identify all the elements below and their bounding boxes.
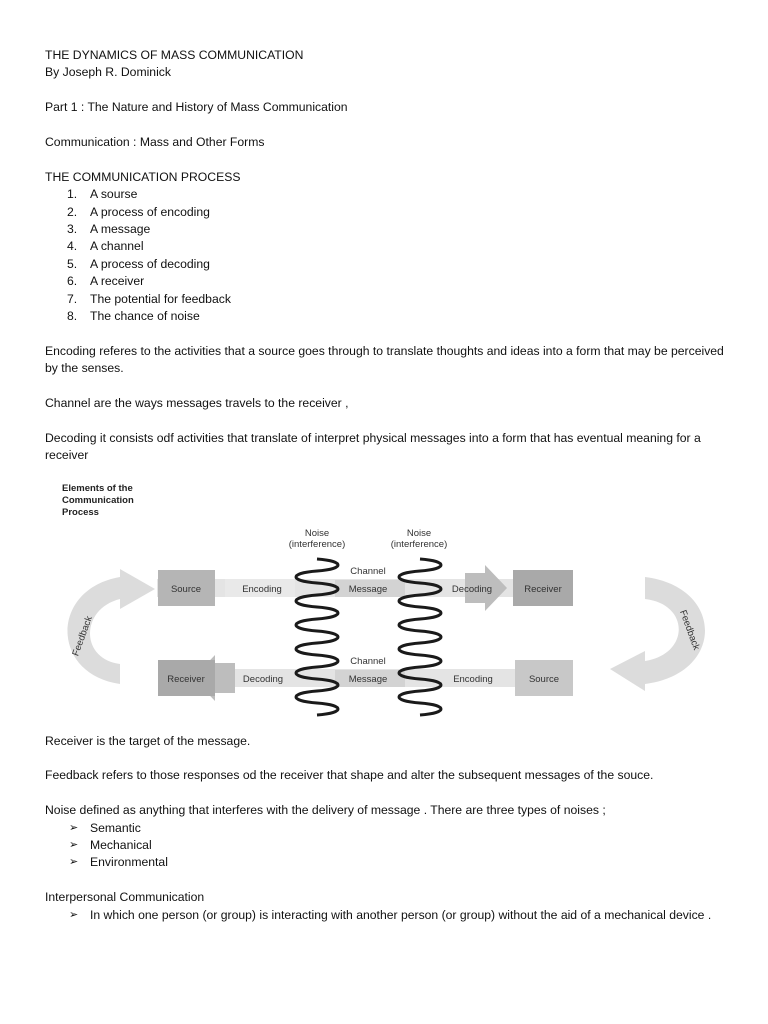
bottom-encoding-label: Encoding	[453, 673, 493, 685]
process-heading: THE COMMUNICATION PROCESS	[45, 169, 241, 184]
communication-process-diagram	[45, 479, 735, 719]
list-item: 8. The chance of noise	[67, 309, 200, 324]
decoding-definition: Decoding it consists odf activities that translate of interpret physical messages into a form that has eventual meaning for a receiver	[45, 430, 701, 463]
noise-label-left: Noise	[304, 527, 330, 539]
interpersonal-heading: Interpersonal Communication	[45, 890, 205, 905]
interpersonal-list	[45, 907, 735, 924]
list-item: 3. A message	[67, 222, 151, 237]
list-item: ➢ Environmental	[45, 854, 735, 871]
noise-sub-right: (interference)	[390, 538, 448, 550]
noise-label-right: Noise	[406, 527, 432, 539]
noise-intro: Noise defined as anything that interferes with the delivery of message . There are three types of noises ;	[45, 803, 606, 818]
receiver-definition: Receiver is the target of the message.	[45, 733, 251, 748]
process-list	[45, 186, 735, 325]
arrow-bullet-icon: ➢	[69, 821, 79, 834]
list-item: 4. A channel	[67, 239, 144, 254]
top-message-label: Message	[348, 583, 388, 595]
noise-sub-left: (interference)	[288, 538, 346, 550]
section-heading: Communication : Mass and Other Forms	[45, 135, 265, 149]
list-item: 6. A receiver	[67, 274, 145, 289]
bottom-receiver-label: Receiver	[167, 673, 205, 685]
bottom-message-label: Message	[348, 673, 388, 685]
top-channel-label: Channel	[350, 565, 386, 577]
document-page	[45, 47, 735, 924]
list-item: ➢ In which one person (or group) is interacting with another person (or group) without the aid of a mechanical device .	[45, 907, 735, 924]
bottom-decoding-label: Decoding	[242, 673, 284, 685]
diagram-title: Elements of the Communication Process	[62, 482, 134, 518]
document-author: By Joseph R. Dominick	[45, 65, 171, 80]
feedback-label-right: Feedback	[677, 608, 702, 652]
arrow-bullet-icon: ➢	[69, 839, 79, 852]
noise-types-list	[45, 820, 735, 872]
arrow-bullet-icon: ➢	[69, 908, 79, 921]
channel-definition: Channel are the ways messages travels to the receiver ,	[45, 396, 349, 411]
top-encoding-label: Encoding	[242, 583, 282, 595]
list-item: 7. The potential for feedback	[67, 291, 231, 306]
list-item: 5. A process of decoding	[67, 256, 210, 271]
list-item: 1. A sourse	[67, 187, 138, 202]
feedback-label-left: Feedback	[70, 614, 95, 658]
list-item: ➢ Mechanical	[45, 837, 735, 854]
top-source-label: Source	[170, 583, 202, 595]
list-item: ➢ Semantic	[45, 820, 735, 837]
part-heading: Part 1 : The Nature and History of Mass Communication	[45, 100, 348, 115]
document-title: THE DYNAMICS OF MASS COMMUNICATION	[45, 48, 304, 62]
list-item: 2. A process of encoding	[67, 204, 210, 219]
bottom-source-label: Source	[528, 673, 560, 685]
feedback-definition: Feedback refers to those responses od the receiver that shape and alter the subsequent messages of the souce.	[45, 768, 654, 783]
top-decoding-label: Decoding	[451, 583, 493, 595]
bottom-channel-label: Channel	[350, 655, 386, 667]
top-receiver-label: Receiver	[524, 583, 562, 595]
encoding-definition: Encoding referes to the activities that a source goes through to translate thoughts and ideas into a form that may be perceived by the senses.	[45, 343, 724, 376]
arrow-bullet-icon: ➢	[69, 856, 79, 869]
